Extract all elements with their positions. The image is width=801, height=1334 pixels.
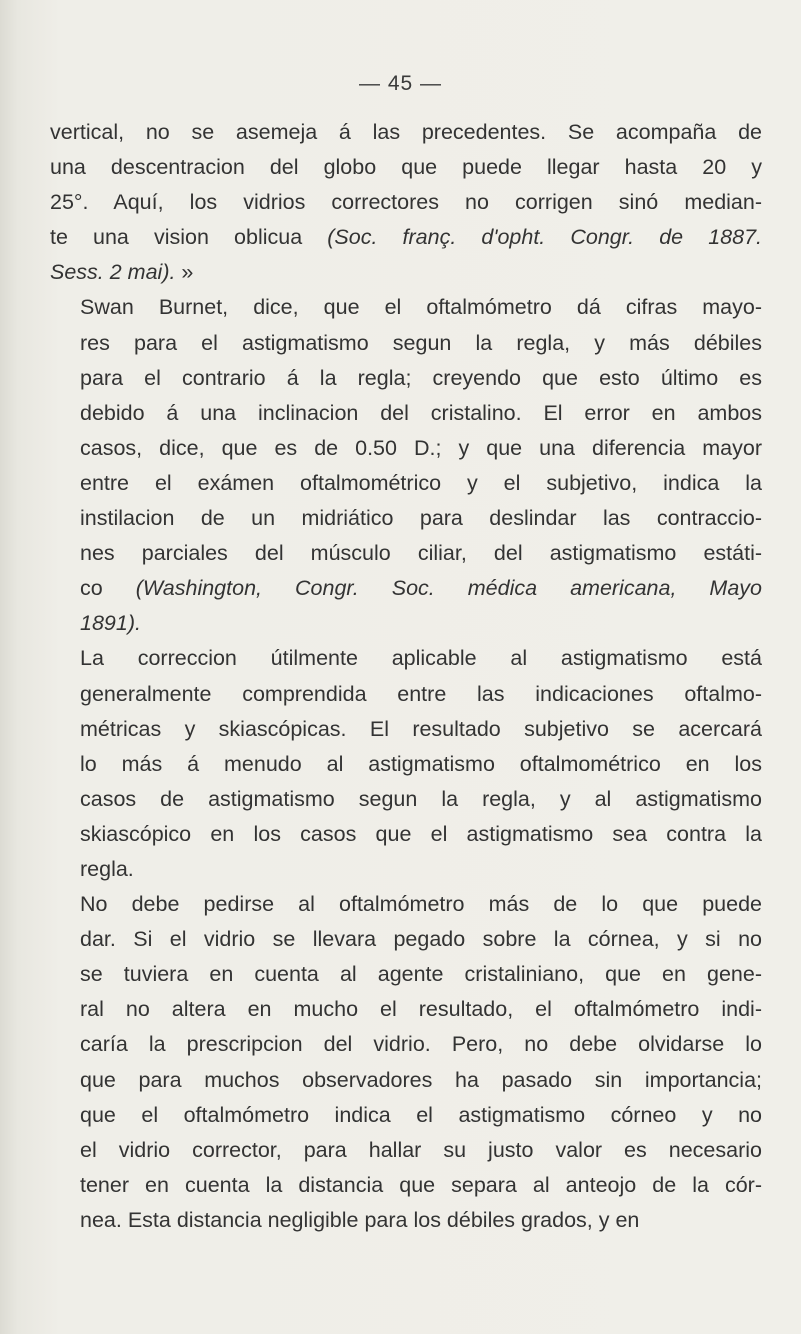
text-line bbox=[50, 185, 762, 220]
text-line bbox=[50, 396, 762, 431]
text-line bbox=[50, 957, 762, 992]
paragraph bbox=[50, 641, 762, 887]
text-line bbox=[50, 290, 762, 325]
text-segment: regla. bbox=[80, 856, 134, 881]
text-line bbox=[50, 747, 762, 782]
text-line bbox=[50, 361, 762, 396]
text-segment: dar. Si el vidrio se llevara pegado sobre la córnea, y si no bbox=[80, 927, 762, 952]
text-segment: lo más á menudo al astigmatismo oftalmométrico en los bbox=[80, 751, 762, 776]
text-segment: nea. Esta distancia negligible para los débiles grados, y en bbox=[80, 1207, 640, 1232]
text-segment: casos de astigmatismo segun la regla, y al astigmatismo bbox=[80, 786, 762, 811]
text-segment: que para muchos observadores ha pasado sin importancia; bbox=[80, 1067, 762, 1092]
text-line bbox=[50, 1203, 762, 1238]
text-line bbox=[50, 606, 762, 641]
paragraph bbox=[50, 115, 762, 290]
text-segment: el vidrio corrector, para hallar su justo valor es necesario bbox=[80, 1137, 762, 1162]
text-line bbox=[50, 887, 762, 922]
text-segment: métricas y skiascópicas. El resultado subjetivo se acercará bbox=[80, 716, 762, 741]
text-line bbox=[50, 326, 762, 361]
text-segment: ral no altera en mucho el resultado, el oftalmómetro indi- bbox=[80, 997, 762, 1022]
text-line bbox=[50, 536, 762, 571]
text-line bbox=[50, 255, 762, 290]
text-line bbox=[50, 1027, 762, 1062]
text-segment: La correccion útilmente aplicable al astigmatismo está bbox=[80, 646, 762, 671]
text-line bbox=[50, 782, 762, 817]
paragraph bbox=[50, 887, 762, 1238]
text-segment: una descentracion del globo que puede llegar hasta 20 y bbox=[50, 155, 762, 180]
text-line bbox=[50, 150, 762, 185]
text-segment: co bbox=[80, 576, 136, 601]
text-line bbox=[50, 677, 762, 712]
text-segment: 25°. Aquí, los vidrios correctores no corrigen sinó median- bbox=[50, 190, 762, 215]
italic-citation: Sess. 2 mai). bbox=[50, 260, 176, 285]
text-segment: instilacion de un midriático para deslindar las contraccio- bbox=[80, 506, 762, 531]
text-line bbox=[50, 1133, 762, 1168]
text-segment: caría la prescripcion del vidrio. Pero, no debe olvidarse lo bbox=[80, 1032, 762, 1057]
text-line bbox=[50, 1063, 762, 1098]
text-line bbox=[50, 431, 762, 466]
text-line bbox=[50, 501, 762, 536]
text-segment: que el oftalmómetro indica el astigmatismo córneo y no bbox=[80, 1102, 762, 1127]
italic-citation: 1891). bbox=[80, 611, 141, 636]
text-line bbox=[50, 817, 762, 852]
text-segment: entre el exámen oftalmométrico y el subjetivo, indica la bbox=[80, 470, 762, 495]
text-segment: generalmente comprendida entre las indicaciones oftalmo- bbox=[80, 681, 762, 706]
text-segment: vertical, no se asemeja á las precedentes. Se acompaña de bbox=[50, 120, 762, 144]
text-line bbox=[50, 1168, 762, 1203]
text-segment: tener en cuenta la distancia que separa al anteojo de la cór- bbox=[80, 1172, 762, 1197]
text-segment: para el contrario á la regla; creyendo que esto último es bbox=[80, 365, 762, 390]
italic-citation: (Washington, Congr. Soc. médica americana, Mayo bbox=[135, 576, 763, 601]
text-line bbox=[50, 220, 762, 255]
text-line bbox=[50, 922, 762, 957]
text-segment: res para el astigmatismo segun la regla, y más débiles bbox=[80, 330, 762, 355]
text-line bbox=[50, 712, 762, 747]
italic-citation: (Soc. franç. d'opht. Congr. de 1887. bbox=[327, 225, 762, 250]
text-line bbox=[50, 641, 762, 676]
text-segment: nes parciales del músculo ciliar, del astigmatismo estáti- bbox=[80, 541, 762, 566]
text-segment: skiascópico en los casos que el astigmatismo sea contra la bbox=[80, 821, 762, 846]
text-segment: No debe pedirse al oftalmómetro más de lo que puede bbox=[80, 892, 762, 917]
text-segment: te una vision oblicua bbox=[50, 225, 328, 250]
page-number: — 45 — bbox=[358, 72, 443, 95]
text-line bbox=[50, 992, 762, 1027]
text-line bbox=[50, 852, 762, 887]
text-segment: » bbox=[175, 260, 194, 285]
text-segment: Swan Burnet, dice, que el oftalmómetro dá cifras mayo- bbox=[80, 295, 762, 320]
paragraph bbox=[50, 290, 762, 641]
text-line bbox=[50, 115, 762, 150]
body-text bbox=[50, 115, 762, 1238]
text-line bbox=[50, 466, 762, 501]
text-segment: casos, dice, que es de 0.50 D.; y que una diferencia mayor bbox=[80, 435, 762, 460]
text-segment: debido á una inclinacion del cristalino. El error en ambos bbox=[80, 400, 762, 425]
text-line bbox=[50, 571, 762, 606]
text-segment: se tuviera en cuenta al agente cristaliniano, que en gene- bbox=[80, 962, 762, 987]
text-line bbox=[50, 1098, 762, 1133]
